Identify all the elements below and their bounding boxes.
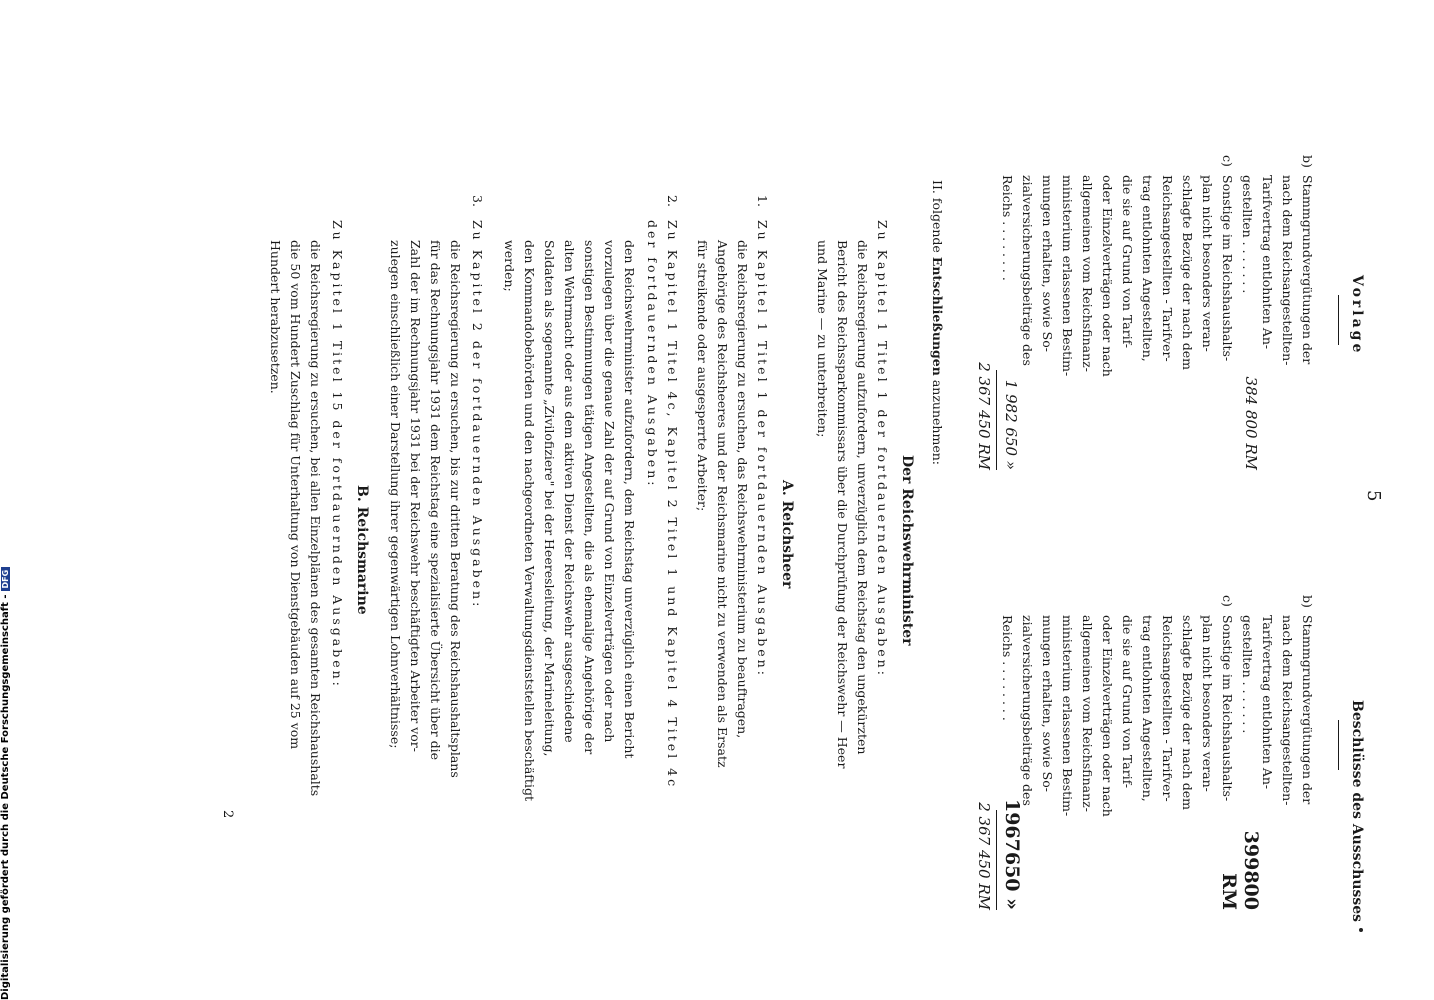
left-total-rule <box>996 370 997 470</box>
intro-prefix: II. folgende <box>930 180 945 253</box>
right-column-header: Beschlüsse des Ausschusses <box>1349 700 1365 923</box>
item-2-number: 2. <box>665 195 680 207</box>
right-c-line-12: Reichs . . . . . . . . <box>1000 615 1015 721</box>
left-b-label: b) <box>1300 155 1315 168</box>
left-b-line-3: Tarifvertrag entlohnten An- <box>1260 175 1275 350</box>
right-c-line-2: plan nicht besonders veran- <box>1200 615 1215 792</box>
left-c-line-1: Sonstige im Reichshaushalts- <box>1220 175 1235 362</box>
left-b-line-2: nach dem Reichsangestellten- <box>1280 175 1295 366</box>
left-c-amount: 1 982 650 » <box>1002 379 1020 470</box>
item-2-ref-2: der fortdauernden Ausgaben: <box>645 220 660 489</box>
right-b-line-4: gestellten . . . . . . . <box>1240 615 1255 734</box>
dfg-logo: DFG <box>1 567 10 592</box>
right-c-line-7: oder Einzelverträgen oder nach <box>1100 615 1115 817</box>
item-3-number: 3. <box>470 195 485 207</box>
right-c-line-8: allgemeinen vom Reichsfinanz- <box>1080 615 1095 812</box>
intro-bold: Entschließungen <box>930 256 945 376</box>
resolutions-intro <box>927 180 947 465</box>
left-c-line-10: mungen erhalten, sowie So- <box>1040 175 1055 352</box>
left-header-rule <box>1338 295 1339 345</box>
left-c-line-8: allgemeinen vom Reichsfinanz- <box>1080 175 1095 372</box>
item-3-body-1: die Reichsregierung zu ersuchen, bis zur dritten Beratung des Reichshaushaltsplans <box>448 240 463 778</box>
right-c-label: c) <box>1220 595 1235 607</box>
marine-heading: B. Reichsmarine <box>354 485 370 615</box>
item-1-ref: Zu Kapitel 1 Titel 1 der fortdauernden Ausgaben: <box>755 220 770 678</box>
ministry-ref: Zu Kapitel 1 Titel 1 der fortdauernden Ausgaben: <box>875 220 890 678</box>
left-c-label: c) <box>1220 155 1235 167</box>
right-c-line-4: Reichsangestellten - Tarifver- <box>1160 615 1175 802</box>
footer-sheet-number: 2 <box>220 810 235 819</box>
left-c-line-9: ministerium erlassenen Bestim- <box>1060 175 1075 377</box>
funding-text: Digitalisierung gefördert durch die Deutsche Forschungsgemeinschaft - <box>0 594 11 1000</box>
right-c-line-3: schlagte Bezüge der nach dem <box>1180 615 1195 811</box>
item-2-body-6: den Kommandobehörden und den nachgeordneten Verwaltungsdienststellen beschäftigt <box>522 240 537 801</box>
item-3-body-3: Zahl der im Rechnungsjahr 1931 bei der Reichswehr beschäftigten Arbeiter vor- <box>408 240 423 752</box>
ministry-heading: Der Reichswehrminister <box>899 455 915 646</box>
right-header-rule <box>1338 720 1339 770</box>
right-c-line-11: zialversicherungsbeiträge des <box>1020 615 1035 806</box>
marine-ref: Zu Kapitel 1 Titel 15 der fortdauernden Ausgaben: <box>330 220 345 689</box>
right-total-rule <box>996 810 997 910</box>
right-c-line-5: trag entlohnten Angestellten, <box>1140 615 1155 802</box>
margin-dot <box>1359 928 1363 932</box>
item-1-body-3: für streikende oder ausgesperrte Arbeiter; <box>695 240 710 512</box>
left-c-line-12: Reichs . . . . . . . . <box>1000 175 1015 281</box>
left-column-header: Vorlage <box>1349 275 1365 356</box>
right-c-line-1: Sonstige im Reichshaushalts- <box>1220 615 1235 802</box>
left-total-amount: 2 367 450 RM <box>975 362 993 470</box>
heer-heading: A. Reichsheer <box>779 480 795 589</box>
ministry-body-2: Bericht des Reichssparkommissars über die Durchprüfung der Reichswehr — Heer <box>835 240 850 769</box>
right-b-line-3: Tarifvertrag entlohnten An- <box>1260 615 1275 790</box>
right-c-amount: 1967650 » <box>1001 798 1023 910</box>
right-total-amount: 2 367 450 RM <box>975 802 993 910</box>
marine-body-3: Hundert herabzusetzen. <box>268 240 283 394</box>
right-c-line-6: die sie auf Grund von Tarif- <box>1120 615 1135 789</box>
right-c-line-10: mungen erhalten, sowie So- <box>1040 615 1055 792</box>
scanned-page <box>87 70 1397 950</box>
right-b-line-2: nach dem Reichsangestellten- <box>1280 615 1295 806</box>
left-c-line-7: oder Einzelverträgen oder nach <box>1100 175 1115 377</box>
ministry-body-3: und Marine — zu unterbreiten; <box>815 240 830 438</box>
marine-body-2: die 50 vom Hundert Zuschlag für Unterhaltung von Dienstgebäuden auf 25 vom <box>288 240 303 750</box>
item-2-ref: Zu Kapitel 1 Titel 4c, Kapitel 2 Titel 1 und Kapitel 4 Titel 4c <box>665 220 680 790</box>
right-b-line-1: Stammgrundvergütungen der <box>1300 615 1315 805</box>
item-2-body-2: vorzulegen über die genaue Zahl der auf Grund von Einzelverträgen oder nach <box>602 240 617 743</box>
item-1-body-2: Angehörige des Reichsheeres und der Reichsmarine nicht zu verwenden als Ersatz <box>715 240 730 768</box>
item-2-body-7: werden; <box>502 240 517 292</box>
item-3-body-4: zulegen einschließlich einer Darstellung ihrer gegenwärtigen Lohnverhältnisse; <box>388 240 403 749</box>
item-3-ref: Zu Kapitel 2 der fortdauernden Ausgaben: <box>470 220 485 610</box>
left-c-line-2: plan nicht besonders veran- <box>1200 175 1215 352</box>
marine-body-1: die Reichsregierung zu ersuchen, bei allen Einzelplänen des gesamten Reichshaushalts <box>308 240 323 797</box>
right-b-amount: 399800 RM <box>1218 830 1262 910</box>
left-b-line-4: gestellten . . . . . . . <box>1240 175 1255 294</box>
page-number: 5 <box>1363 490 1384 502</box>
item-1-body-1: die Reichsregierung zu ersuchen, das Reichswehrministerium zu beauftragen, <box>735 240 750 739</box>
ministry-body-1: die Reichsregierung aufzufordern, unverzüglich dem Reichstag den ungekürzten <box>855 240 870 755</box>
left-c-line-3: schlagte Bezüge der nach dem <box>1180 175 1195 371</box>
item-2-body-3: sonstigen Bestimmungen tätigen Angestellten, die als ehemalige Angehörige der <box>582 240 597 755</box>
left-b-amount: 384 800 RM <box>1242 376 1260 470</box>
left-b-line-1: Stammgrundvergütungen der <box>1300 175 1315 365</box>
item-3-body-2: für das Rechnungsjahr 1931 dem Reichstag eine spezialisierte Übersicht über die <box>428 240 443 760</box>
funding-note <box>0 567 11 1000</box>
intro-suffix: anzunehmen: <box>930 379 945 465</box>
left-c-line-5: trag entlohnten Angestellten, <box>1140 175 1155 362</box>
item-2-body-1: den Reichswehrminister aufzufordern, dem Reichstag unverzüglich einen Bericht <box>622 240 637 759</box>
item-2-body-4: alten Wehrmacht oder aus dem aktiven Dienst der Reichswehr ausgeschiedene <box>562 240 577 743</box>
left-c-line-4: Reichsangestellten - Tarifver- <box>1160 175 1175 362</box>
item-1-number: 1. <box>755 195 770 207</box>
item-2-body-5: Soldaten als sogenannte „Zivilofiziere" bei der Heeresleitung, der Marineleitung, <box>542 240 557 757</box>
right-b-label: b) <box>1300 595 1315 608</box>
left-c-line-11: zialversicherungsbeiträge des <box>1020 175 1035 366</box>
left-c-line-6: die sie auf Grund von Tarif- <box>1120 175 1135 349</box>
right-c-line-9: ministerium erlassenen Bestim- <box>1060 615 1075 817</box>
